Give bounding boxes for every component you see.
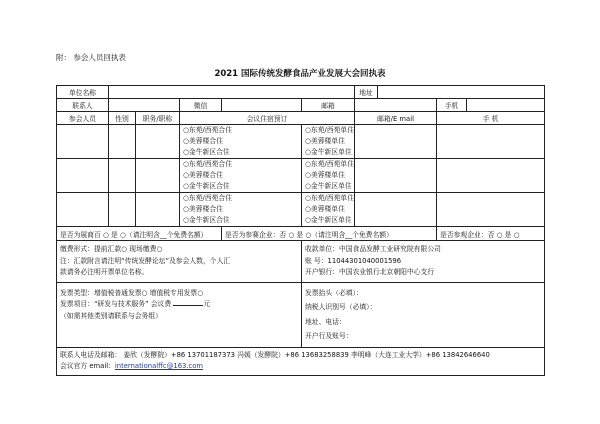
official-email-prefix: 会议官方 email： <box>60 362 115 370</box>
participant-mobile-field[interactable] <box>437 159 545 193</box>
hotel-option-jinniu-single[interactable]: ○金牛新区单住 <box>305 182 352 190</box>
invoice-row <box>57 282 545 347</box>
participant-name-field[interactable] <box>57 193 109 227</box>
hotel-options-right[interactable] <box>302 193 355 227</box>
hotel-option-jinniu-standard[interactable]: ○金牛新区合住 <box>183 148 230 156</box>
participant-name-field[interactable] <box>57 125 109 159</box>
participant-name-field[interactable] <box>57 159 109 193</box>
participant-row <box>57 193 545 227</box>
hotel-options-left[interactable] <box>180 125 302 159</box>
booth-question[interactable]: 是否为展商百 ○ 是 ○（请注明含__个免费名额） <box>57 227 222 241</box>
payment-row <box>57 241 545 283</box>
participant-row <box>57 125 545 159</box>
participant-gender-field[interactable] <box>109 125 136 159</box>
hotel-option-meirong-single[interactable]: ○美蓉楼单住 <box>305 137 345 145</box>
payee-name: 收款单位：中国食品发酵工业研究院有限公司 <box>305 245 441 253</box>
participant-mobile-field[interactable] <box>437 125 545 159</box>
yes-no-row <box>57 227 545 241</box>
hotel-option-meirong-standard[interactable]: ○美蓉楼合住 <box>183 171 223 179</box>
participant-header: 参会人员 <box>57 112 109 125</box>
address-field[interactable] <box>378 86 545 99</box>
unit-row <box>57 86 545 99</box>
participant-gender-field[interactable] <box>109 159 136 193</box>
hotel-header: 会议住宿预订 <box>180 112 355 125</box>
participants-header-row <box>57 112 545 125</box>
address-label: 地址 <box>355 86 378 99</box>
participant-mobile-field[interactable] <box>437 193 545 227</box>
invoice-item-prefix: 发票项目：“研发与技术服务” 会议费 <box>60 300 172 308</box>
participant-email-field[interactable] <box>355 159 437 193</box>
hotel-option-east-standard[interactable]: ○东苑/西苑合住 <box>183 160 233 168</box>
hotel-option-east-single[interactable]: ○东苑/西苑单住 <box>305 194 355 202</box>
footer-row <box>57 347 545 375</box>
email-field[interactable] <box>355 99 437 112</box>
email-header: 邮箱/E mail <box>355 112 437 125</box>
hotel-option-east-single[interactable]: ○东苑/西苑单住 <box>305 160 355 168</box>
wechat-field[interactable] <box>222 99 302 112</box>
payment-note-line-2: 款请务必注明开票单位名称。 <box>60 268 149 276</box>
invoice-item-suffix: 元 <box>203 300 211 308</box>
invoice-note-line: （如需其他类别请联系与会务组） <box>60 311 162 320</box>
invoice-title-label[interactable]: 发票抬头（必填）： <box>305 288 363 297</box>
phone-label: 手机 <box>437 99 467 112</box>
hotel-option-east-standard[interactable]: ○东苑/西苑合住 <box>183 126 233 134</box>
participant-position-field[interactable] <box>136 125 180 159</box>
member-question[interactable]: 是否为参赛企业：否 ○ 是 ○（请注明含__个免费名额） <box>222 227 437 241</box>
payee-account: 账 号：11044301040001596 <box>305 256 402 265</box>
contact-label: 联系人 <box>57 99 109 112</box>
unit-name-field[interactable] <box>109 86 355 99</box>
hotel-option-jinniu-standard[interactable]: ○金牛新区合住 <box>183 182 230 190</box>
participant-position-field[interactable] <box>136 193 180 227</box>
hotel-option-meirong-standard[interactable]: ○美蓉楼合住 <box>183 205 223 213</box>
participant-email-field[interactable] <box>355 125 437 159</box>
official-email-link[interactable]: internationalffc@163.com <box>114 362 204 370</box>
email-label: 邮箱 <box>302 99 355 112</box>
invoice-detail-cell <box>302 282 545 347</box>
contact-row <box>57 99 545 112</box>
position-header: 职务/职称 <box>136 112 180 125</box>
hotel-option-jinniu-single[interactable]: ○金牛新区单住 <box>305 216 352 224</box>
invoice-amount-field[interactable] <box>173 299 203 306</box>
hotel-options-left[interactable] <box>180 193 302 227</box>
contact-field[interactable] <box>109 99 180 112</box>
phone-field[interactable] <box>467 99 545 112</box>
participant-position-field[interactable] <box>136 159 180 193</box>
participant-email-field[interactable] <box>355 193 437 227</box>
invoice-address-phone-label[interactable]: 地址、电话： <box>305 317 346 326</box>
hotel-options-left[interactable] <box>180 159 302 193</box>
hotel-option-east-standard[interactable]: ○东苑/西苑合住 <box>183 194 233 202</box>
invoice-item-line <box>60 299 298 311</box>
payment-method-cell <box>57 241 302 283</box>
payment-note-line-1: 注：汇款附言请注明“传统发酵论坛”及参会人数，个人汇 <box>60 256 231 265</box>
unit-name-label: 单位名称 <box>57 86 109 99</box>
payee-bank: 开户银行：中国农业银行北京朝阳中心支行 <box>305 268 435 276</box>
tax-id-label[interactable]: 纳税人识别号（必填）： <box>305 303 377 311</box>
invoice-type-line[interactable]: 发票类型：增值税普通发票○ 增值税专用发票○ <box>60 288 204 297</box>
wechat-label: 微信 <box>180 99 222 112</box>
hotel-option-meirong-standard[interactable]: ○美蓉楼合住 <box>183 137 223 145</box>
visit-question[interactable]: 是否参观企业：否 ○ 是 ○ <box>437 227 545 241</box>
hotel-option-meirong-single[interactable]: ○美蓉楼单住 <box>305 205 345 213</box>
page-title: 2021 国际传统发酵食品产业发展大会回执表 <box>214 69 386 79</box>
participant-row <box>57 159 545 193</box>
invoice-bank-account-label[interactable]: 开户行及账号： <box>305 332 353 340</box>
hotel-option-east-single[interactable]: ○东苑/西苑单住 <box>305 126 355 134</box>
hotel-options-right[interactable] <box>302 125 355 159</box>
registration-form-table <box>56 85 545 376</box>
contacts-line: 联系人电话及邮箱： 姜欣（发酵院）+86 13701187373 冯媛（发酵院）+86 13683258839 李明峰（大连工业大学）+86 13842646640 <box>60 350 490 359</box>
attachment-label: 附： 参会人员回执表 <box>56 53 126 62</box>
hotel-option-meirong-single[interactable]: ○美蓉楼单住 <box>305 171 345 179</box>
invoice-type-cell <box>57 282 302 347</box>
mobile-header: 手 机 <box>437 112 545 125</box>
hotel-option-jinniu-single[interactable]: ○金牛新区单住 <box>305 148 352 156</box>
payee-info-cell <box>302 241 545 283</box>
hotel-options-right[interactable] <box>302 159 355 193</box>
hotel-option-jinniu-standard[interactable]: ○金牛新区合住 <box>183 216 230 224</box>
official-email-line <box>60 361 541 373</box>
participant-gender-field[interactable] <box>109 193 136 227</box>
payment-method-line[interactable]: 缴费形式：提前汇款○ 现场缴费○ <box>60 245 163 253</box>
gender-header: 性别 <box>109 112 136 125</box>
footer-cell <box>57 347 545 375</box>
